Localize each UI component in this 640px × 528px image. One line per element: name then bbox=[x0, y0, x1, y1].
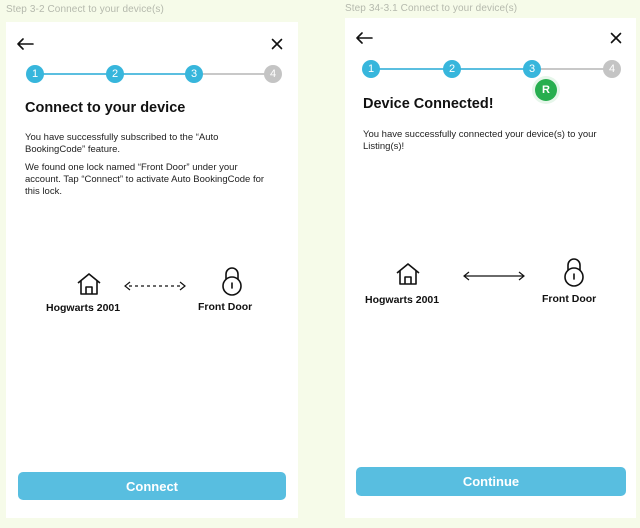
listing-name: Hogwarts 2001 bbox=[365, 294, 440, 306]
step-3: 3 bbox=[523, 60, 541, 78]
close-icon[interactable] bbox=[271, 38, 283, 50]
lock-name: Front Door bbox=[542, 293, 597, 305]
left-step-caption: Step 3-2 Connect to your device(s) bbox=[6, 4, 164, 15]
progress-stepper bbox=[345, 60, 636, 80]
step-2: 2 bbox=[443, 60, 461, 78]
step-1: 1 bbox=[26, 65, 44, 83]
house-icon bbox=[76, 272, 102, 301]
dashed-double-arrow-icon bbox=[124, 278, 186, 296]
stepper-line-inactive bbox=[194, 73, 274, 75]
lock-name: Front Door bbox=[198, 301, 253, 313]
step-3: 3 bbox=[185, 65, 203, 83]
double-arrow-icon bbox=[463, 268, 525, 286]
step-2: 2 bbox=[106, 65, 124, 83]
left-screen bbox=[6, 22, 298, 518]
step-4: 4 bbox=[603, 60, 621, 78]
lock-found-message: We found one lock named “Front Door” under your account. Tap “Connect” to activate Auto BookingCode for this lock. bbox=[25, 162, 265, 197]
stepper-line-inactive bbox=[533, 68, 613, 70]
right-screen bbox=[345, 18, 636, 518]
step-4: 4 bbox=[264, 65, 282, 83]
padlock-icon bbox=[562, 257, 586, 292]
page-title: Device Connected! bbox=[363, 96, 494, 112]
back-arrow-icon[interactable] bbox=[355, 32, 373, 44]
back-arrow-icon[interactable] bbox=[16, 38, 34, 50]
connect-button[interactable]: Connect bbox=[18, 472, 286, 500]
subscribed-message: You have successfully subscribed to the “Auto BookingCode” feature. bbox=[25, 132, 219, 155]
step-1: 1 bbox=[362, 60, 380, 78]
progress-stepper bbox=[6, 65, 298, 85]
right-step-caption: Step 34-3.1 Connect to your device(s) bbox=[345, 3, 518, 14]
close-icon[interactable] bbox=[610, 32, 622, 44]
connected-message: You have successfully connected your device(s) to your Listing(s)! bbox=[363, 129, 597, 152]
continue-button[interactable]: Continue bbox=[356, 467, 626, 496]
padlock-icon bbox=[220, 266, 244, 301]
house-icon bbox=[395, 262, 421, 291]
page-title: Connect to your device bbox=[25, 100, 186, 116]
avatar[interactable]: R bbox=[535, 79, 557, 101]
listing-name: Hogwarts 2001 bbox=[46, 302, 121, 314]
